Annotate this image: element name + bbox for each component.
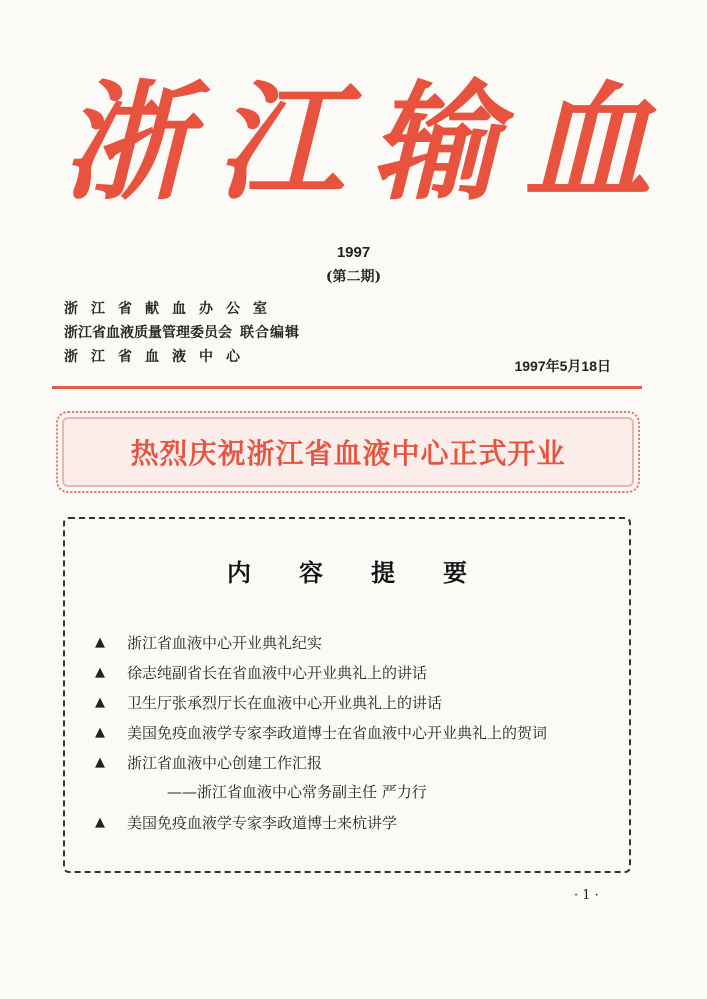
list-item-author: ——浙江省血液中心常务副主任 严力行 [167, 783, 427, 801]
publisher-line-1: 浙江省献血办公室 [64, 301, 280, 317]
publishers-block [64, 297, 300, 369]
triangle-up-icon: ▲ [95, 634, 105, 650]
publisher-line-2-name: 浙江省血液质量管理委员会 [64, 325, 232, 341]
issue-number: (第二期) [325, 269, 382, 285]
contents-summary-box [63, 517, 631, 873]
list-item-text: 美国免疫血液学专家李政道博士在省血液中心开业典礼上的贺词 [127, 723, 548, 742]
banner-text: 热烈庆祝浙江省血液中心正式开业 [130, 437, 566, 470]
list-item [95, 687, 547, 717]
list-item [95, 717, 547, 747]
list-item-text: 浙江省血液中心创建工作汇报 [127, 753, 323, 772]
page-number: · 1 · [574, 888, 599, 903]
list-item [95, 627, 547, 657]
celebration-banner [56, 411, 640, 493]
triangle-up-icon: ▲ [95, 724, 105, 740]
contents-list [95, 627, 547, 837]
list-item-text: 卫生厅张承烈厅长在血液中心开业典礼上的讲话 [127, 693, 443, 712]
masthead-char-2: 江 [215, 68, 344, 218]
triangle-up-icon: ▲ [95, 814, 105, 830]
header-divider [52, 386, 642, 389]
joint-editing-label: 联合编辑 [240, 325, 300, 341]
list-item [95, 807, 547, 837]
masthead-char-4: 血 [523, 68, 652, 218]
publisher-line-2 [64, 321, 300, 345]
masthead-title [62, 58, 652, 228]
publication-date: 1997年5月18日 [514, 358, 611, 374]
list-item-text: 徐志纯副省长在省血液中心开业典礼上的讲话 [127, 663, 428, 682]
publisher-line-3: 浙江省血液中心 [64, 349, 253, 365]
list-item [95, 657, 547, 687]
contents-title: 内容提要 [227, 558, 515, 587]
masthead-char-1: 浙 [62, 68, 191, 218]
list-item [95, 747, 547, 777]
list-item-text: 美国免疫血液学专家李政道博士来杭讲学 [127, 813, 398, 832]
triangle-up-icon: ▲ [95, 664, 105, 680]
triangle-up-icon: ▲ [95, 694, 105, 710]
masthead-char-3: 输 [369, 68, 498, 218]
list-item-text: 浙江省血液中心开业典礼纪实 [127, 633, 323, 652]
triangle-up-icon: ▲ [95, 754, 105, 770]
issue-year: 1997 [336, 244, 371, 261]
